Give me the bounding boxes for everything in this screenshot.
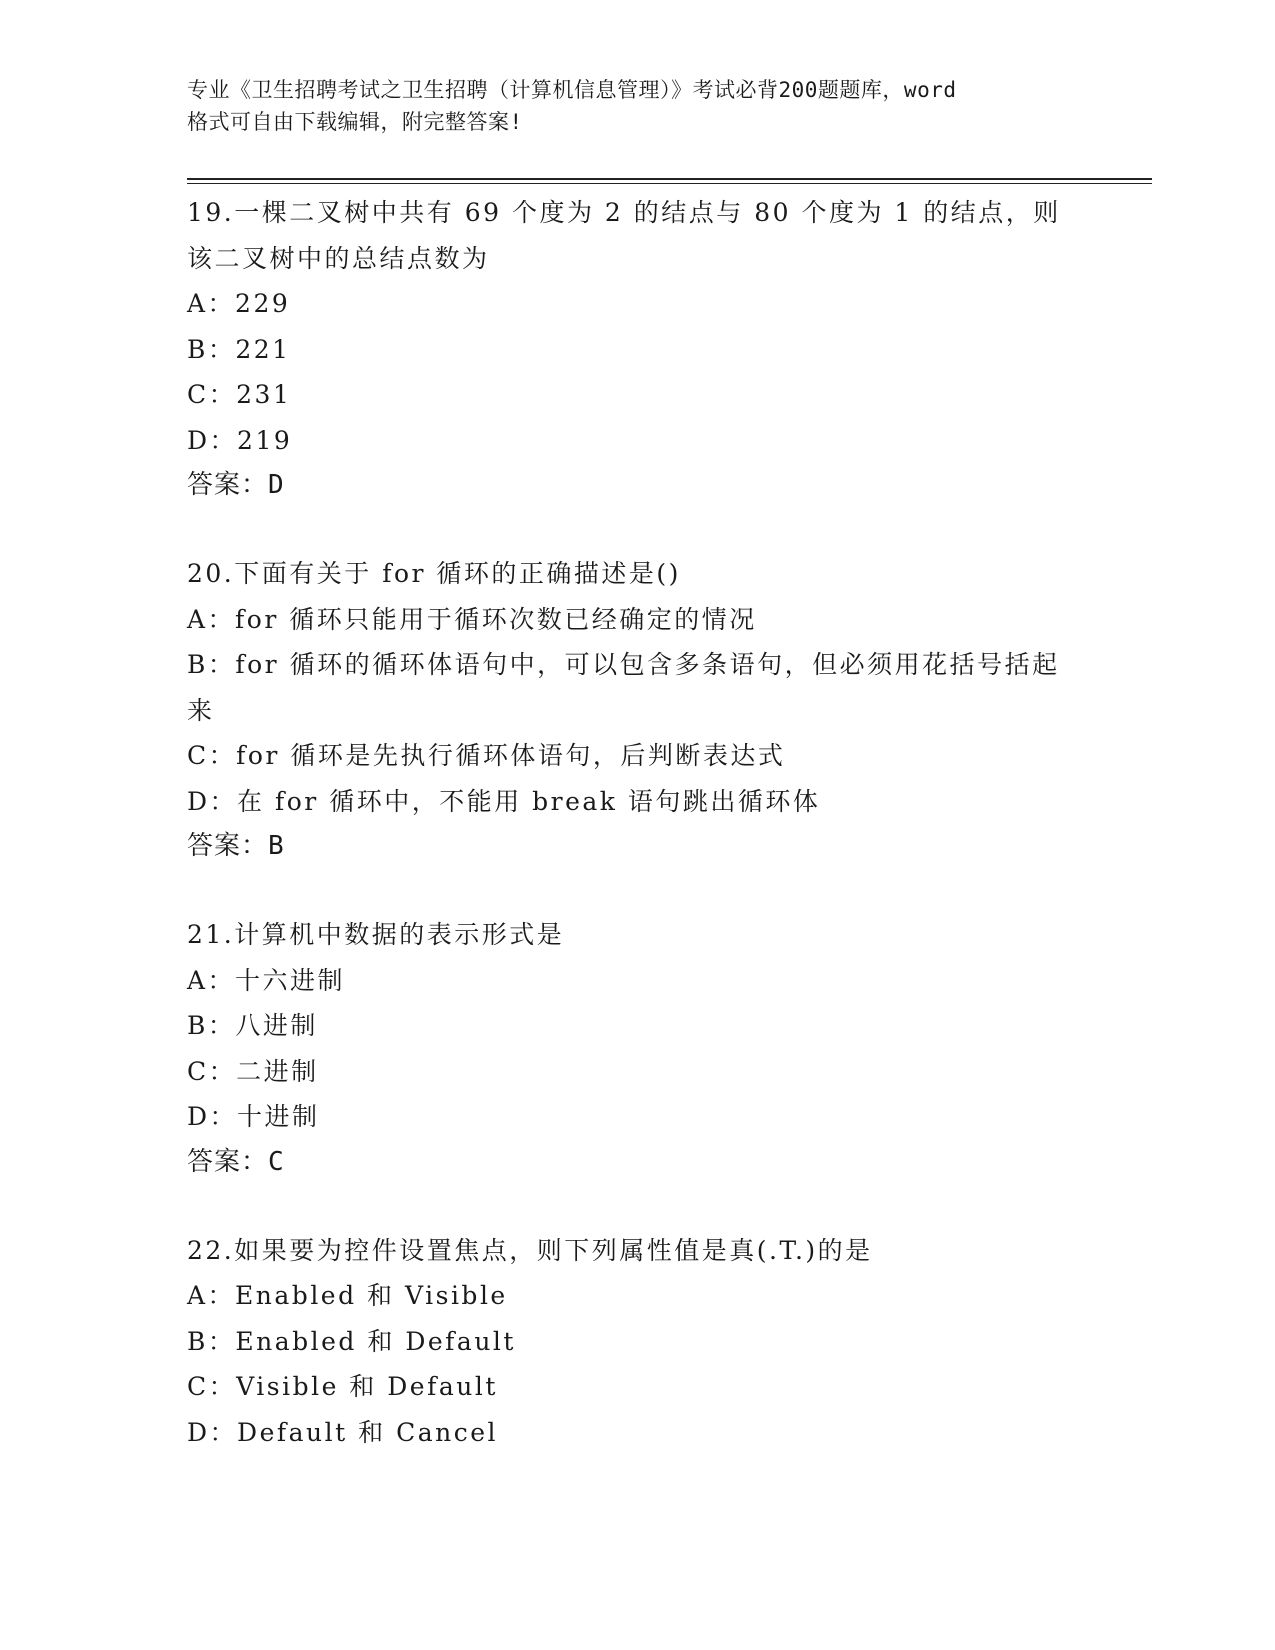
option-a: A：229 [187, 289, 291, 318]
answer-line: 答案：B [187, 831, 285, 861]
option-b: B：Enabled 和 Default [187, 1326, 516, 1356]
option-a: A：Enabled 和 Visible [187, 1281, 508, 1310]
option-c: C：231 [187, 380, 292, 409]
answer-line: 答案：D [187, 470, 285, 500]
question-22 [187, 1228, 1087, 1456]
header-line-2: 格式可自由下载编辑，附完整答案! [187, 110, 523, 134]
option-d: D：十进制 [187, 1102, 320, 1131]
header-line-1: 专业《卫生招聘考试之卫生招聘（计算机信息管理）》考试必背200题题库，word [187, 78, 957, 102]
question-stem: 21.计算机中数据的表示形式是 [187, 920, 565, 949]
option-a: A：十六进制 [187, 965, 346, 995]
option-c: C：二进制 [187, 1056, 319, 1086]
option-d: D：219 [187, 425, 293, 455]
option-c: C：Visible 和 Default [187, 1372, 498, 1401]
option-b: B：for 循环的循环体语句中，可以包含多条语句，但必须用花括号括起来 [187, 650, 1060, 725]
option-a: A：for 循环只能用于循环次数已经确定的情况 [187, 604, 757, 634]
question-list [187, 190, 1087, 1455]
header-divider-thick [187, 178, 1152, 180]
header-divider-thin [187, 183, 1152, 184]
question-21 [187, 912, 1087, 1184]
question-19 [187, 190, 1087, 507]
question-20 [187, 551, 1087, 868]
question-stem: 20.下面有关于 for 循环的正确描述是() [187, 559, 681, 588]
option-b: B：221 [187, 334, 291, 364]
option-d: D：Default 和 Cancel [187, 1417, 499, 1447]
option-d: D：在 for 循环中，不能用 break 语句跳出循环体 [187, 786, 821, 816]
document-header [187, 74, 1087, 138]
question-stem: 19.一棵二叉树中共有 69 个度为 2 的结点与 80 个度为 1 的结点，则该二叉树中的总结点数为 [187, 198, 1061, 273]
option-c: C：for 循环是先执行循环体语句，后判断表达式 [187, 741, 786, 770]
question-stem: 22.如果要为控件设置焦点，则下列属性值是真(.T.)的是 [187, 1235, 873, 1265]
answer-line: 答案：C [187, 1146, 285, 1177]
option-b: B：八进制 [187, 1011, 318, 1040]
